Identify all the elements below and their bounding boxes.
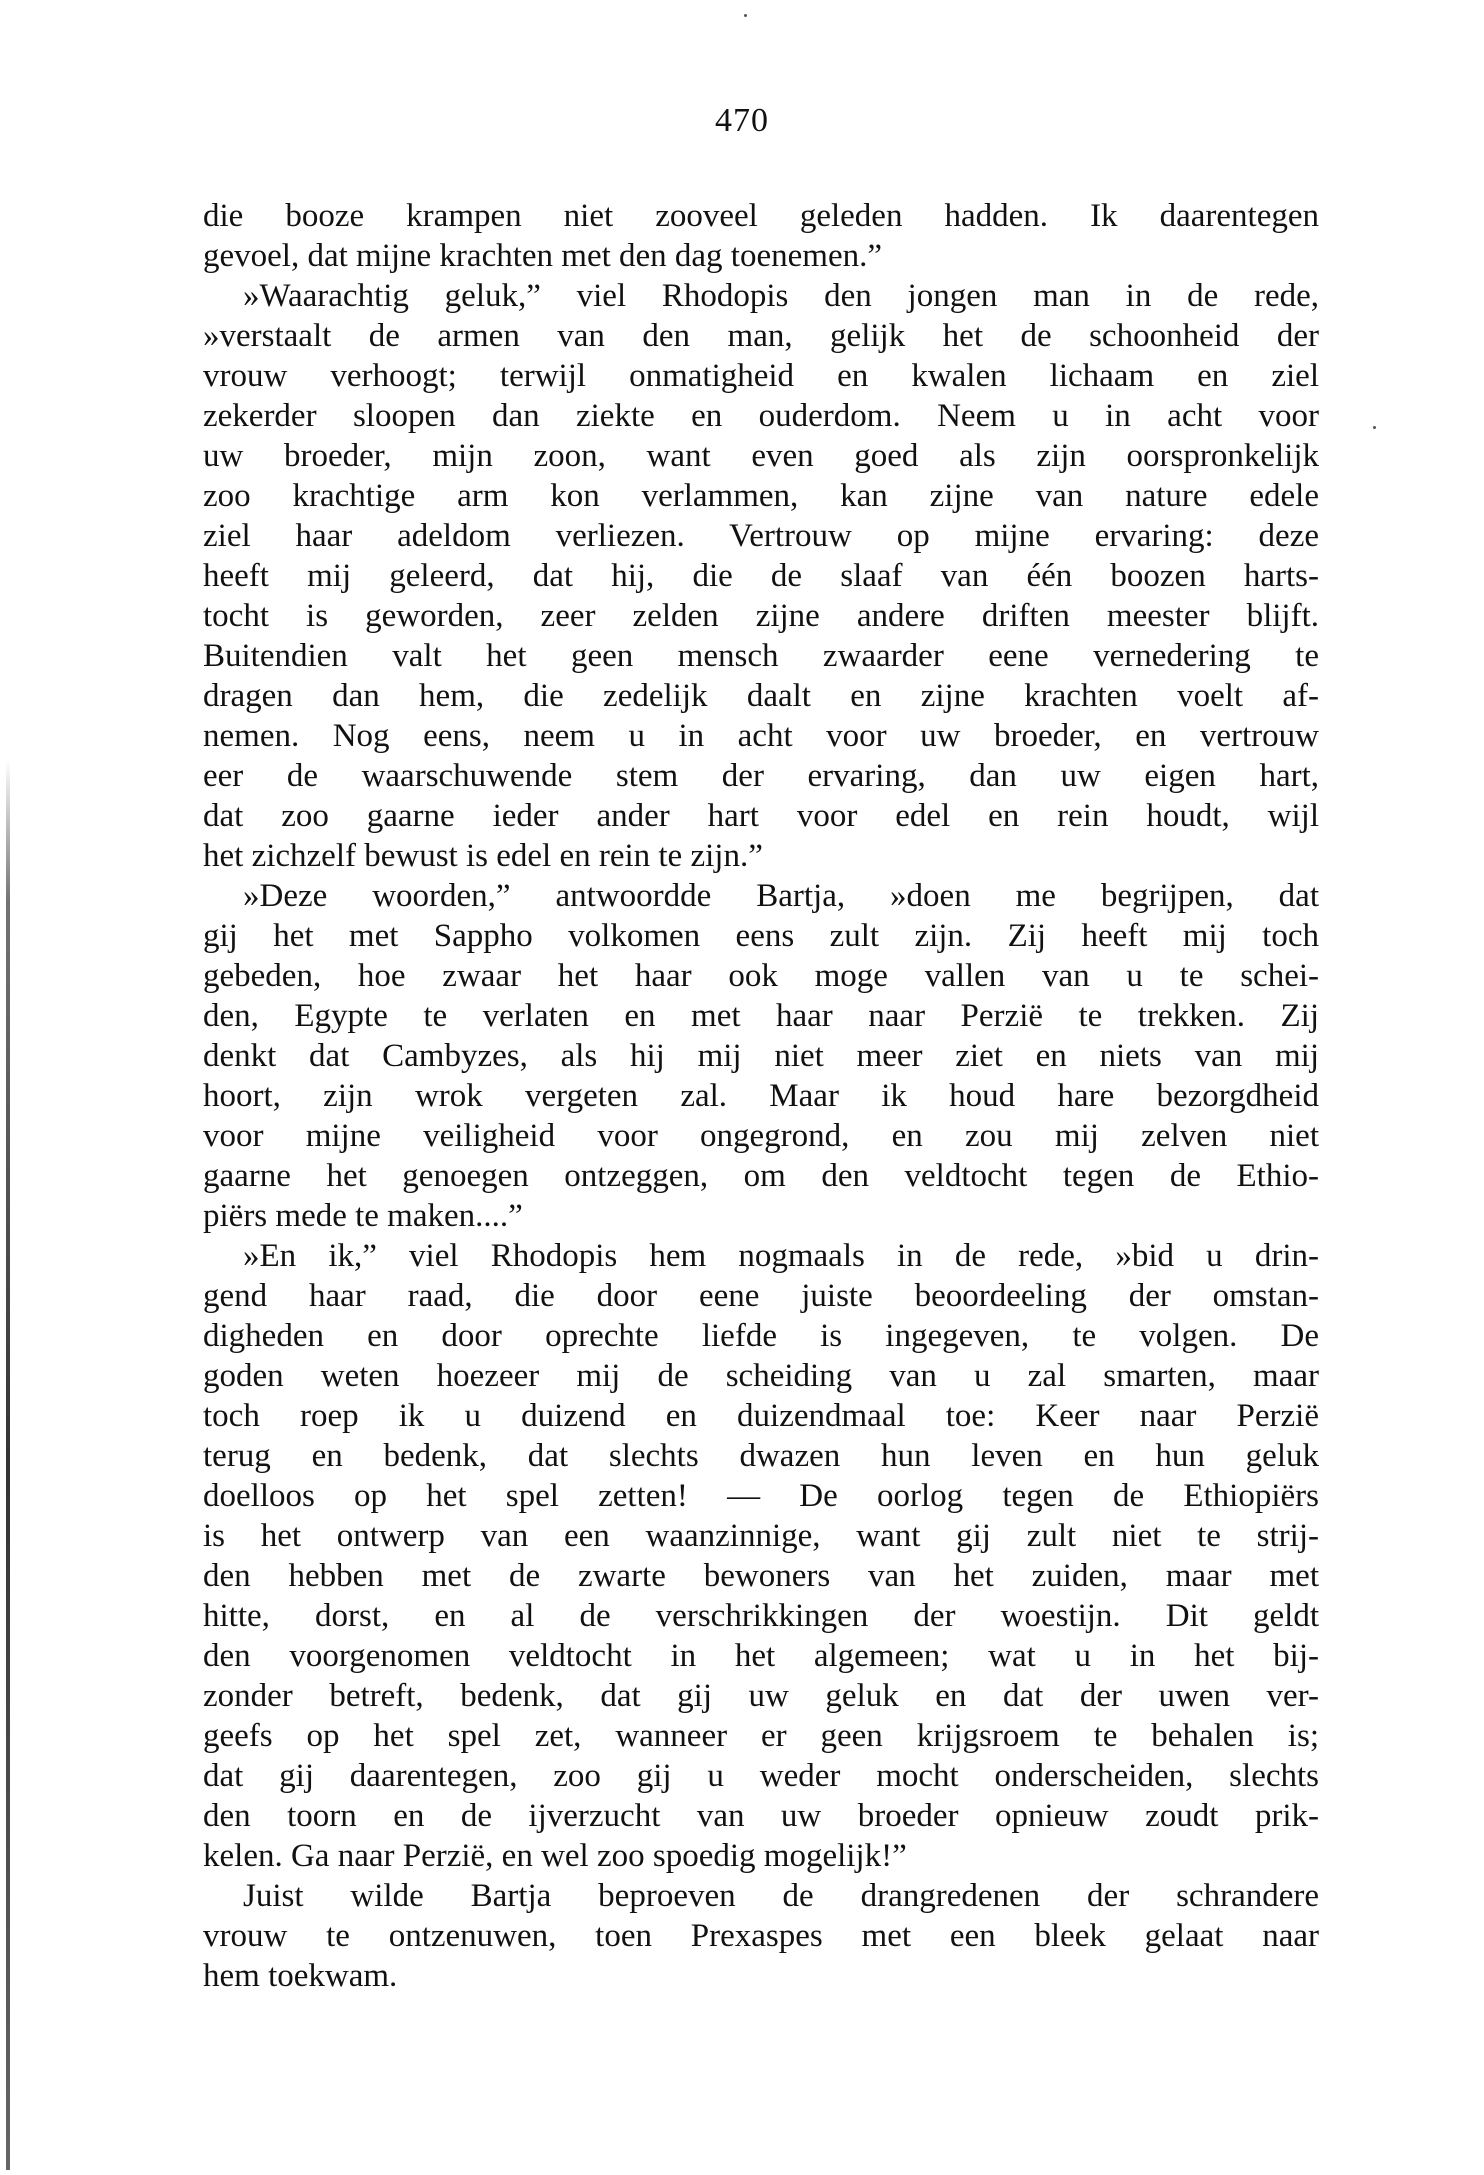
text-line: nemen. Nog eens, neem u in acht voor uw broeder, en vertrouw <box>203 718 1319 754</box>
text-line: den voorgenomen veldtocht in het algemeen; wat u in het bij- <box>203 1638 1319 1674</box>
text-line: »verstaalt de armen van den man, gelijk het de schoonheid der <box>203 318 1319 354</box>
text-line: vrouw verhoogt; terwijl onmatigheid en kwalen lichaam en ziel <box>203 358 1319 394</box>
body-text <box>203 196 1319 1996</box>
text-line: »Waarachtig geluk,” viel Rhodopis den jongen man in de rede, <box>243 278 1319 314</box>
text-line: »En ik,” viel Rhodopis hem nogmaals in de rede, »bid u drin- <box>243 1238 1319 1274</box>
text-line: dragen dan hem, die zedelijk daalt en zijne krachten voelt af- <box>203 678 1319 714</box>
text-line: digheden en door oprechte liefde is ingegeven, te volgen. De <box>203 1318 1319 1354</box>
text-line: »Deze woorden,” antwoordde Bartja, »doen me begrijpen, dat <box>243 878 1319 914</box>
text-line: voor mijne veiligheid voor ongegrond, en zou mij zelven niet <box>203 1118 1319 1154</box>
text-line: die booze krampen niet zooveel geleden hadden. Ik daarentegen <box>203 198 1319 234</box>
text-line: gij het met Sappho volkomen eens zult zijn. Zij heeft mij toch <box>203 918 1319 954</box>
scan-speck <box>744 14 747 17</box>
text-line: den toorn en de ijverzucht van uw broeder opnieuw zoudt prik- <box>203 1798 1319 1834</box>
text-line: zonder betreft, bedenk, dat gij uw geluk en dat der uwen ver- <box>203 1678 1319 1714</box>
text-line: heeft mij geleerd, dat hij, die de slaaf van één boozen harts- <box>203 558 1319 594</box>
text-line: goden weten hoezeer mij de scheiding van u zal smarten, maar <box>203 1358 1319 1394</box>
text-line: hem toekwam. <box>203 1958 398 1994</box>
text-line: is het ontwerp van een waanzinnige, want gij zult niet te strij- <box>203 1518 1319 1554</box>
page-number: 470 <box>715 102 769 139</box>
text-line: toch roep ik u duizend en duizendmaal toe: Keer naar Perzië <box>203 1398 1319 1434</box>
text-line: geefs op het spel zet, wanneer er geen krijgsroem te behalen is; <box>203 1718 1319 1754</box>
text-line: terug en bedenk, dat slechts dwazen hun leven en hun geluk <box>203 1438 1319 1474</box>
scan-edge-shadow <box>6 760 10 2170</box>
text-line: denkt dat Cambyzes, als hij mij niet meer ziet en niets van mij <box>203 1038 1319 1074</box>
text-line: vrouw te ontzenuwen, toen Prexaspes met een bleek gelaat naar <box>203 1918 1319 1954</box>
text-line: eer de waarschuwende stem der ervaring, dan uw eigen hart, <box>203 758 1319 794</box>
text-line: gaarne het genoegen ontzeggen, om den veldtocht tegen de Ethio- <box>203 1158 1319 1194</box>
text-line: den, Egypte te verlaten en met haar naar Perzië te trekken. Zij <box>203 998 1319 1034</box>
text-line: doelloos op het spel zetten! — De oorlog tegen de Ethiopiërs <box>203 1478 1319 1514</box>
text-line: dat zoo gaarne ieder ander hart voor edel en rein houdt, wijl <box>203 798 1319 834</box>
text-line: ziel haar adeldom verliezen. Vertrouw op mijne ervaring: deze <box>203 518 1319 554</box>
text-line: uw broeder, mijn zoon, want even goed als zijn oorspronkelijk <box>203 438 1319 474</box>
text-line: gebeden, hoe zwaar het haar ook moge vallen van u te schei- <box>203 958 1319 994</box>
text-line: kelen. Ga naar Perzië, en wel zoo spoedig mogelijk!” <box>203 1838 907 1874</box>
text-line: Buitendien valt het geen mensch zwaarder eene vernedering te <box>203 638 1319 674</box>
text-line: hitte, dorst, en al de verschrikkingen der woestijn. Dit geldt <box>203 1598 1319 1634</box>
text-line: den hebben met de zwarte bewoners van het zuiden, maar met <box>203 1558 1319 1594</box>
text-line: hoort, zijn wrok vergeten zal. Maar ik houd hare bezorgdheid <box>203 1078 1319 1114</box>
text-line: Juist wilde Bartja beproeven de drangredenen der schrandere <box>243 1878 1319 1914</box>
text-line: gend haar raad, die door eene juiste beoordeeling der omstan- <box>203 1278 1319 1314</box>
text-line: tocht is geworden, zeer zelden zijne andere driften meester blijft. <box>203 598 1319 634</box>
text-line: gevoel, dat mijne krachten met den dag toenemen.” <box>203 238 882 274</box>
text-line: piërs mede te maken....” <box>203 1198 523 1234</box>
text-line: het zichzelf bewust is edel en rein te zijn.” <box>203 838 763 874</box>
text-line: zekerder sloopen dan ziekte en ouderdom. Neem u in acht voor <box>203 398 1319 434</box>
scan-speck <box>1373 426 1376 429</box>
text-line: zoo krachtige arm kon verlammen, kan zijne van nature edele <box>203 478 1319 514</box>
text-line: dat gij daarentegen, zoo gij u weder mocht onderscheiden, slechts <box>203 1758 1319 1794</box>
